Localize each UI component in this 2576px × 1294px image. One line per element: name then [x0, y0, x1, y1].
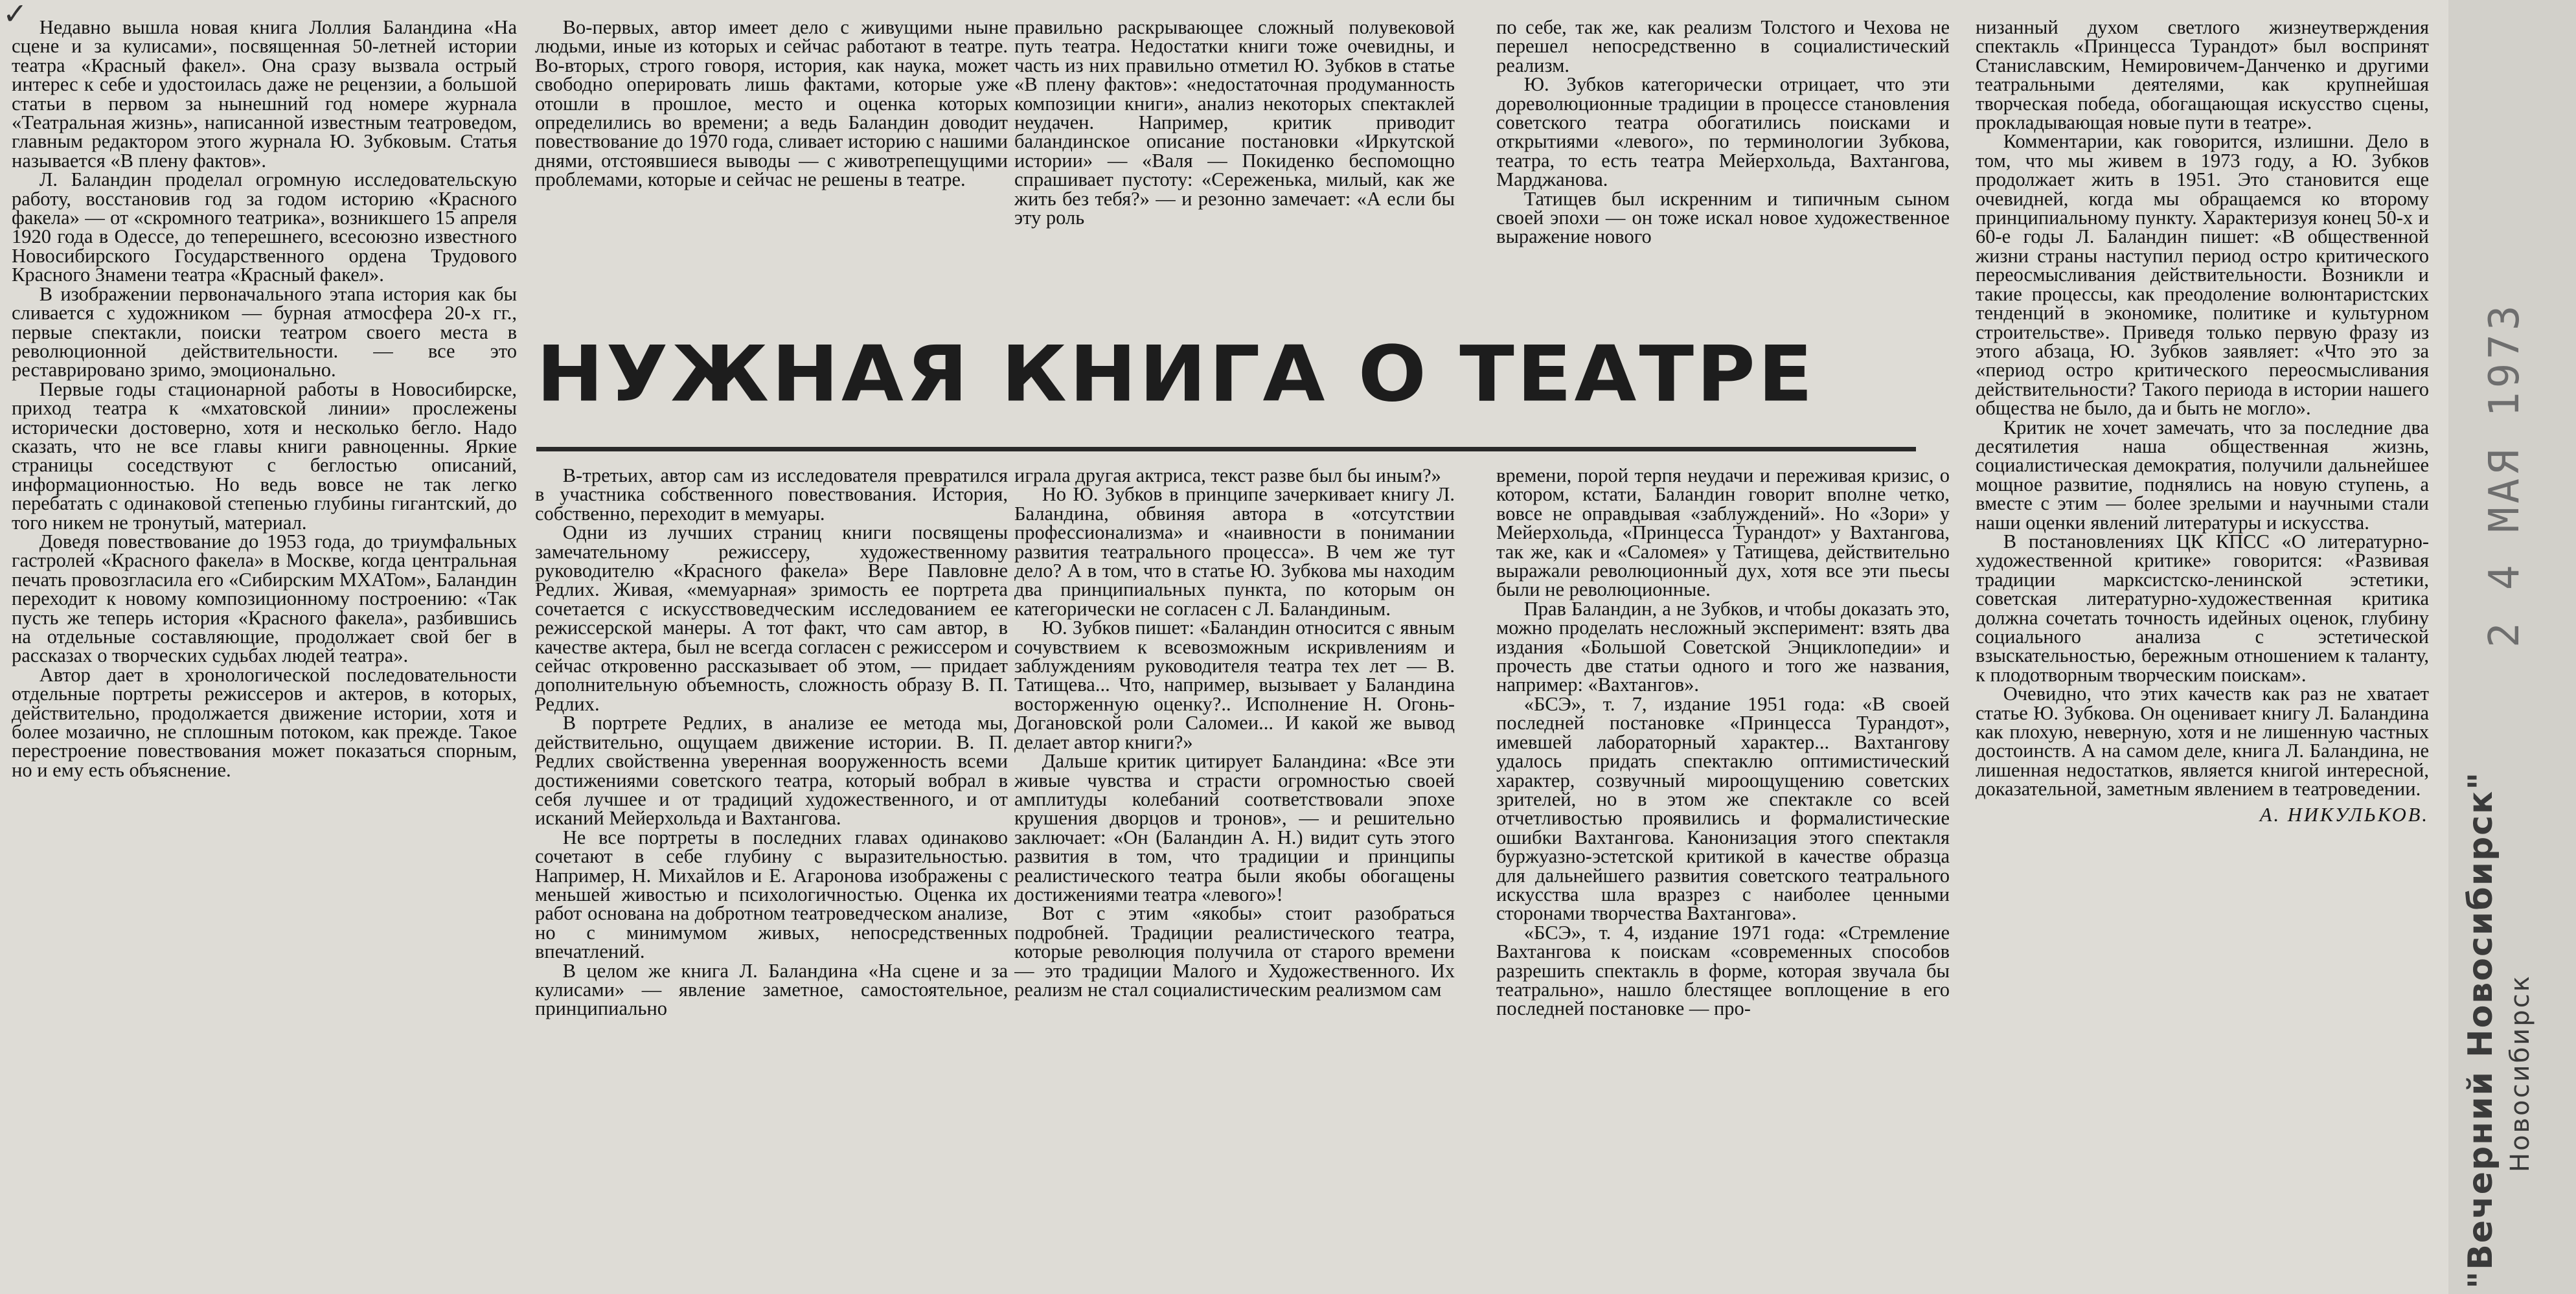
column-2-bottom: [535, 466, 1008, 1289]
col1-paragraph-1: Недавно вышла новая книга Лоллия Баландина «На сцене и за кулисами», посвященная 50-летней истории театра «Красный факел». Она сразу вызвала острый интерес к себе и удостоилась даже не рецензии, а большой статьи в первом за нынешний год номере журнала «Театральная жизнь», написанной известным театроведом, главным редактором этого журнала Ю. Зубковым. Статья называется «В плену фактов».: [12, 18, 517, 172]
column-4-top: [1496, 18, 1950, 316]
col1-paragraph-6: Автор дает в хронологической последовательности отдельные портреты режиссеров и актеров, в которых, действительно, продолжается движение истории, хотя и более мозаично, не сплошным потоком, как прежде. Такое перестроение повествования может показаться спорным, но и ему есть объяснение.: [12, 663, 517, 781]
checkmark-icon: ✓: [3, 0, 28, 31]
col5-paragraph-1: низанный духом светлого жизнеутверждения спектакль «Принцесса Турандот» был воспринят Станиславским, Немировичем-Данченко и другими театральными деятелями, как крупнейшая творческая победа, обогащающая искусство сцены, прокладывающая новые пути в театре».: [1976, 18, 2429, 134]
col3-bottom-paragraph-1: играла другая актриса, текст разве был бы иным?»: [1014, 466, 1441, 486]
column-5: [1976, 18, 2429, 1288]
col5-paragraph-4: В постановлениях ЦК КПСС «О литературно-художественной критике» говорится: «Развивая традиции марксистско-ленинской эстетики, советская литературно-художественная критика должна сочетать точность идейных оценок, глубину социального анализа с эстетической взыскательностью, бережным отношением к таланту, к плодотворным творческим поискам».: [1976, 530, 2429, 686]
col2-bottom-paragraph-3: В портрете Редлих, в анализе ее метода мы, действительно, ощущаем движение истории. В. П. Редлих свойственна уверенная вооруженность всеми достижениями советского театра, который вобрал в себя лучшее и от традиций художественного, и от исканий Мейерхольда и Вахтангова.: [535, 712, 1008, 830]
col2-top-paragraph-1: Во-первых, автор имеет дело с живущими ныне людьми, иные из которых и сейчас работают в театре. Во-вторых, строго говоря, история, как наука, может свободно оперировать лишь фактами, которые уже отошли в прошлое, место и оценка которых определились во времени; а ведь Баландин доводит повествование до 1970 года, сливает историю с нашими днями, отстоявшиеся выводы — с животрепещущими проблемами, которые и сейчас не решены в театре.: [535, 18, 1008, 191]
column-3-top: [1014, 18, 1455, 316]
col4-bottom-paragraph-1: времени, порой терпя неудачи и переживая кризис, о котором, кстати, Баландин говорит вполне четко, вовсе не оправдывая «заблуждений». Но «Зори» у Мейерхольда, «Принцесса Турандот» у Вахтангова, так же, как и «Саломея» у Татищева, действительно выражали революционный дух, хотя все эти пьесы были не революционные.: [1496, 466, 1950, 601]
col4-bottom-paragraph-2: Прав Баландин, а не Зубков, и чтобы доказать это, можно проделать несложный эксперимент: взять два издания «Большой Советской Энциклопедии» и прочесть две статьи одного и того же названия, например: «Вахтангов».: [1496, 597, 1950, 696]
col2-bottom-paragraph-4: Не все портреты в последних главах одинаково сочетают в себе глубину с выразительностью. Например, Н. Михайлов и Е. Агаронова изображены с меньшей живостью и психологичностью. Оценка их работ основана на добротном театроведческом анализе, но с минимумом живых, непосредственных впечатлений.: [535, 826, 1008, 963]
col1-paragraph-5: Доведя повествование до 1953 года, до триумфальных гастролей «Красного факела» в Москве, когда центральная печать провозгласила его «Сибирским МХАТом», Баландин переходит к новому композиционному построению: «Так пусть же теперь история «Красного факела», разбившись на отдельные составляющие, продолжает свой бег в рассказах о творческих судьбах людей театра».: [12, 530, 517, 667]
col4-top-paragraph-3: Татищев был искренним и типичным сыном своей эпохи — он тоже искал новое художественное выражение нового: [1496, 187, 1950, 248]
col3-top-paragraph-1: правильно раскрывающее сложный полувековой путь театра. Недостатки книги тоже очевидны, и часть из них правильно отметил Ю. Зубков в статье «В плену фактов»: «недостаточная продуманность композиции книги», анализ некоторых спектаклей неудачен. Например, критик приводит баландинское описание постановки «Иркутской истории» — «Валя — Покиденко беспомощно спрашивает пустоту: «Сереженька, милый, как же жить без тебя?» — и резонно замечает: «А если бы эту роль: [1014, 18, 1455, 229]
col3-bottom-paragraph-4: Дальше критик цитирует Баландина: «Все эти живые чувства и страсти огромностью своей амплитуды колебаний соответствовали эпохе крушения дворцов и тронов», — и решительно заключает: «Он (Баландин А. Н.) видит суть этого развития в том, что традиции и принципы реалистического театра были якобы обогащены достижениями театра «левого»!: [1014, 750, 1455, 905]
date-stamp: 2 4 МАЯ 1973: [2481, 301, 2529, 648]
col5-paragraph-3: Критик не хочет замечать, что за последние два десятилетия наша общественная жизнь, социалистическая демократия, получили дальнейшее мощное развитие, поднялись на новую ступень, а вместе с этим — более зрелыми и научными стали наши оценки явлений литературы и искусства.: [1976, 416, 2429, 534]
col2-bottom-paragraph-5: В целом же книга Л. Баландина «На сцене и за кулисами» — явление заметное, самостоятельное, принципиально: [535, 959, 1008, 1020]
col4-top-paragraph-1: по себе, так же, как реализм Толстого и Чехова не перешел непосредственно в социалистический реализм.: [1496, 18, 1950, 76]
city-stamp: Новосибирск: [2505, 974, 2535, 1172]
col5-paragraph-2: Комментарии, как говорится, излишни. Дело в том, что мы живем в 1973 году, а Ю. Зубков продолжает жить в 1951. Это становится еще очевидней, когда мы обращаемся ко второму принципиальному пункту. Характеризуя конец 50-х и 60-е годы Л. Баландин пишет: «В общественной жизни страны наступил период остро критического переосмысливания действительности. Возникли и такие процессы, как преодоление волюнтаристских тенденций в экономике, политике и культурном строительстве». Приведя только первую фразу из этого абзаца, Ю. Зубков заявляет: «Что это за «период остро критического переосмысливания действительности? Такого периода в истории нашего общества не было, да и быть не могло».: [1976, 130, 2429, 420]
newspaper-name-stamp: "Вечерний Новосибирск": [2461, 771, 2500, 1289]
col1-paragraph-3: В изображении первоначального этапа история как бы сливается с художником — бурная атмосфера 20-х гг., первые спектакли, поиски театром своего места в революционной действительности. — все это реставрировано зримо, эмоционально.: [12, 282, 517, 381]
col2-bottom-paragraph-1: В-третьих, автор сам из исследователя превратился в участника собственного повествования. История, собственно, переходит в мемуары.: [535, 466, 1008, 525]
col4-top-paragraph-2: Ю. Зубков категорически отрицает, что эти дореволюционные традиции в процессе становления советского театра обогатились поисками и открытиями «левого», по терминологии Зубкова, театра, то есть театра Мейерхольда, Вахтангова, Марджанова.: [1496, 73, 1950, 191]
author-signature: А. НИКУЛЬКОВ.: [2259, 803, 2429, 826]
column-2-top: [535, 18, 1008, 316]
column-3-bottom: [1014, 466, 1455, 1289]
column-4-bottom: [1496, 466, 1950, 1289]
column-1: [12, 18, 517, 1288]
col1-paragraph-2: Л. Баландин проделал огромную исследовательскую работу, восстановив год за годом историю «Красного факела» — от «скромного театрика», возникшего 15 апреля 1920 года в Одессе, до теперешнего, всесоюзно известного Новосибирского Государственного ордена Трудового Красного Знамени театра «Красный факел».: [12, 168, 517, 286]
headline-rule: [536, 447, 1916, 451]
col3-bottom-paragraph-2: Но Ю. Зубков в принципе зачеркивает книгу Л. Баландина, обвиняя автора в «отсутствии профессионализма» и «наивности в понимании развития театрального процесса». В чем же тут дело? А в том, что в статье Ю. Зубкова мы находим два принципиальных пункта, по которым он категорически не согласен с Л. Баландиным.: [1014, 483, 1455, 620]
col3-bottom-paragraph-3: Ю. Зубков пишет: «Баландин относится с явным сочувствием к всевозможным искривлениям и заблуждениям руководителя театра тех лет — В. Татищева... Что, например, вызывает у Баландина восторженную оценку?.. Исполнение Н. Огонь-Догановской роли Саломеи... И какой же вывод делает автор книги?»: [1014, 617, 1455, 753]
article-headline: НУЖНАЯ КНИГА О ТЕАТРЕ: [536, 329, 1816, 420]
col1-paragraph-4: Первые годы стационарной работы в Новосибирске, приход театра к «мхатовской линии» прослежены исторически достоверно, хотя и несколько бегло. Надо сказать, что не все главы книги равноценны. Яркие страницы соседствуют с беглостью описаний, информационностью. Но ведь вовсе не так легко перебатать с одинаковой степенью глубины гигантский, до того никем не тронутый, материал.: [12, 378, 517, 534]
col4-bottom-paragraph-4: «БСЭ», т. 4, издание 1971 года: «Стремление Вахтангова к поискам «современных способов разрешить спектакль в форме, которая звучала бы театрально», нашло блестящее воплощение в его последней постановке — про-: [1496, 921, 1950, 1020]
col5-paragraph-5: Очевидно, что этих качеств как раз не хватает статье Ю. Зубкова. Он оценивает книгу Л. Баландина как плохую, неверную, хотя и не лишенную частных достоинств. А на самом деле, книга Л. Баландина, не лишенная недостатков, является книгой интересной, доказательной, заметным явлением в театроведении.: [1976, 683, 2429, 800]
col4-bottom-paragraph-3: «БСЭ», т. 7, издание 1951 года: «В своей последней постановке «Принцесса Турандот», имевшей лабораторный характер... Вахтангову удалось придать спектаклю оптимистический характер, созвучный мироощущению советских зрителей, но в этом же спектакле со всей отчетливостью проявились и формалистические ошибки Вахтангова. Канонизация этого спектакля буржуазно-эстетской критикой в качестве образца для дальнейшего развития советского театрального искусства шла вразрез с наиболее ценными сторонами творчества Вахтангова».: [1496, 692, 1950, 925]
col3-bottom-paragraph-5: Вот с этим «якобы» стоит разобраться подробней. Традиции реалистического театра, которые революция получила от старого времени — это традиции Малого и Художественного. Их реализм не стал социалистическим реализмом сам: [1014, 902, 1455, 1001]
col2-bottom-paragraph-2: Одни из лучших страниц книги посвящены замечательному режиссеру, художественному руководителю «Красного факела» Вере Павловне Редлих. Живая, «мемуарная» зримость ее портрета сочетается с искусствоведческим исследованием ее режиссерской манеры. А тот факт, что сам автор, в качестве актера, был не всегда согласен с режиссером и сейчас откровенно рассказывает об этом, — придает дополнительную объемность, сложность образу В. П. Редлих.: [535, 521, 1008, 715]
